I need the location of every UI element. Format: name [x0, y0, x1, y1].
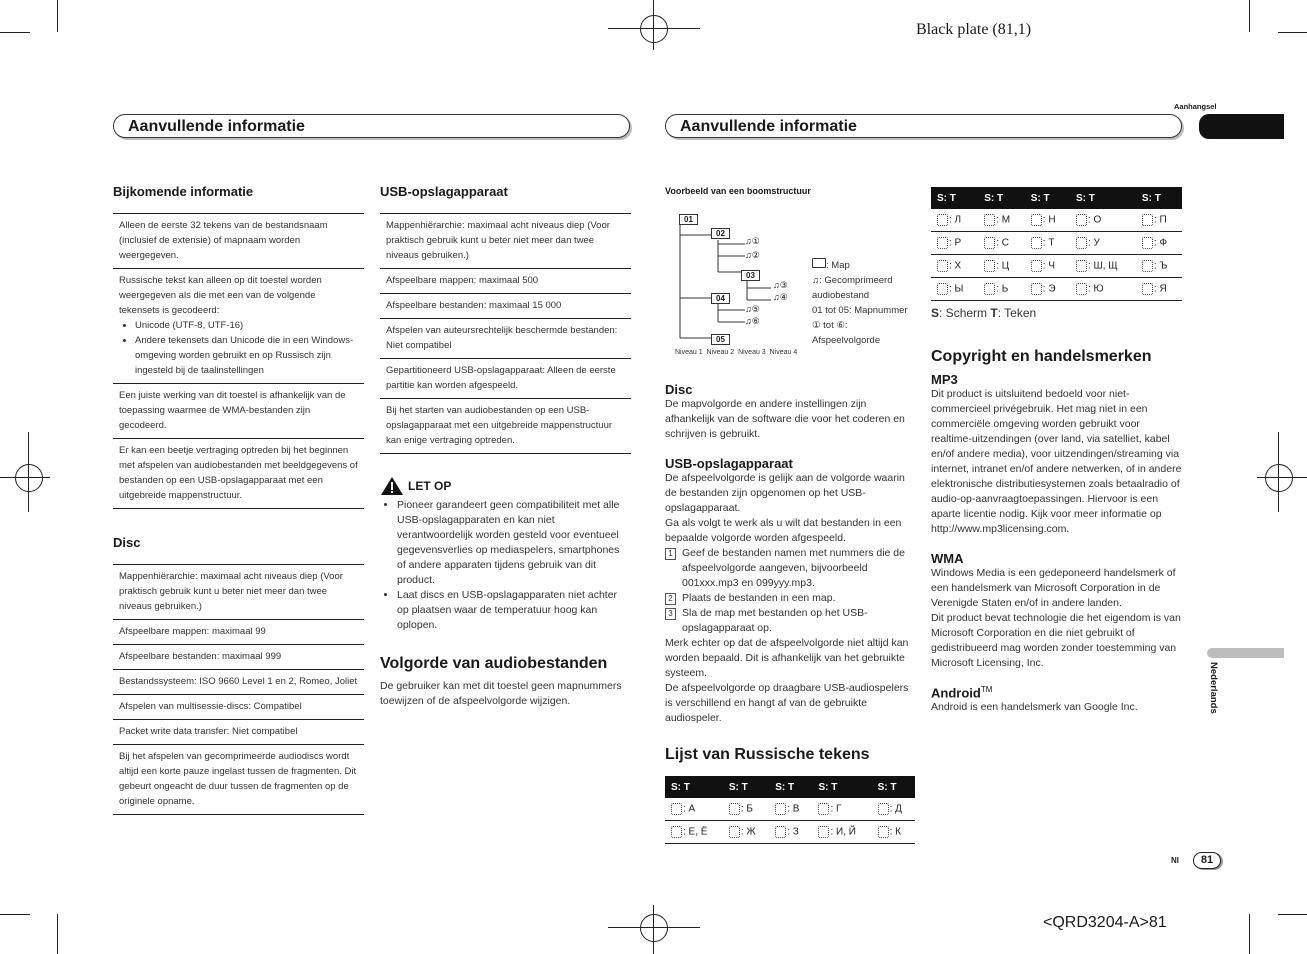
- table-row: : Р : С : Т : У : Ф: [931, 232, 1182, 255]
- volgorde-text: De gebruiker kan met dit toestel geen mapnummers toewijzen of de afspeelvolgorde wijzigen.: [380, 680, 622, 707]
- info-box: Bestandssysteem: ISO 9660 Level 1 en 2, Romeo, Joliet: [113, 670, 364, 695]
- folder-label: 02: [711, 228, 730, 239]
- file-marker: ♫①: [745, 236, 760, 246]
- tree-legend: : Map ♫: Gecomprimeerd audiobestand 01 tot 05: Mapnummer ① tot ⑥: Afspeelvolgorde: [812, 260, 908, 346]
- warning-icon: [380, 476, 404, 496]
- banner-right: Aanvullende informatie: [665, 114, 1182, 138]
- box-list: [380, 213, 631, 454]
- russian-table-2: [931, 187, 1182, 301]
- crop-mark: [653, 905, 654, 954]
- heading-disc-2: Disc: [665, 382, 693, 397]
- registration-mark: [15, 464, 43, 492]
- table-header: S: T: [931, 187, 978, 209]
- wma-text: Windows Media is een gedeponeerd handelsmerk of een handelsmerk van Microsoft Corporation in de Verenigde Staten en/of in andere landen. Dit product bevat technologie die het eigendom is van Microsoft Corporation en die niet gebruikt of gedistribueerd mag worden zonder toestemming van Microsoft Licensing, Inc.: [931, 567, 1181, 669]
- heading-disc: Disc: [113, 535, 141, 550]
- tree-title: Voorbeeld van een boomstructuur: [665, 186, 811, 196]
- heading-usb: USB-opslagapparaat: [380, 184, 508, 199]
- table-header: S: T: [723, 776, 769, 798]
- info-box: [113, 269, 364, 384]
- file-marker: ♫②: [745, 250, 760, 260]
- info-text: Russische tekst kan alleen op dit toestel worden weergegeven als die met een van de volgende tekensets is gecodeerd:: [119, 275, 322, 316]
- col1: [113, 184, 364, 815]
- table-header: S: T: [665, 776, 723, 798]
- table-row: : А : Б : В : Г : Д: [665, 798, 915, 821]
- russian-table-1: [665, 776, 915, 844]
- level-labels: Niveau 1 Niveau 2 Niveau 3 Niveau 4: [675, 349, 798, 356]
- heading-volgorde: Volgorde van audiobestanden: [380, 655, 608, 672]
- heading-bijkomende: Bijkomende informatie: [113, 184, 254, 199]
- info-box: Afspelen van auteursrechtelijk beschermde bestanden: Niet compatibel: [380, 319, 631, 359]
- usb-text: De afspeelvolgorde is gelijk aan de volgorde waarin de bestanden zijn opgenomen op het USB-opslagapparaat. Ga als volgt te werk als u wilt dat bestanden in een bepaalde volgorde worden afgespeeld. 1 Geef de bestanden namen met nummers die de afspeelvolgorde aangeven, bijvoorbeeld 001xxx.mp3 en 099yyy.mp3. 2 Plaats de bestanden in een map. 3 Sla de map met bestanden op het USB-opslagapparaat op. Merk echter op dat de afspeelvolgorde niet altijd kan worden bepaald. Dit is afhankelijk van het gebruikte systeem. De afspeelvolgorde op draagbare USB-audiospelers is verschillend en hangt af van de gebruikte audiospeler.: [665, 471, 915, 726]
- crop-mark: [1278, 914, 1307, 915]
- heading-copyright: Copyright en handelsmerken: [931, 348, 1152, 365]
- sidebar-grey-tab: [1207, 648, 1284, 658]
- col4: [931, 187, 1182, 715]
- info-box: Afspeelbare bestanden: maximaal 999: [113, 645, 364, 670]
- table-legend: S: Scherm T: Teken: [931, 306, 1037, 320]
- heading-mp3: MP3: [931, 372, 958, 387]
- info-box: Afspelen van multisessie-discs: Compatibel: [113, 695, 364, 720]
- numbered-step: 1 Geef de bestanden namen met nummers die de afspeelvolgorde aangeven, bijvoorbeeld 001xxx.mp3 en 099yyy.mp3.: [665, 546, 915, 591]
- table-header: S: T: [978, 187, 1025, 209]
- tree-diagram: [665, 196, 915, 360]
- crop-mark: [608, 927, 700, 928]
- table-row: : Л : М : Н : О : П: [931, 209, 1182, 232]
- col3: [665, 186, 915, 844]
- sidebar-black-tab: [1199, 114, 1284, 139]
- section-tag: Aanhangsel: [1174, 102, 1217, 111]
- crop-mark: [0, 914, 30, 915]
- folder-label: 05: [711, 334, 730, 345]
- file-marker: ♫④: [773, 292, 788, 302]
- tree-lines: [675, 210, 825, 360]
- heading-russisch: Lijst van Russische tekens: [665, 746, 870, 763]
- crop-mark: [1257, 477, 1307, 478]
- table-header: S: T: [769, 776, 812, 798]
- folder-label: 01: [679, 214, 698, 225]
- table-header: S: T: [1025, 187, 1070, 209]
- table-header: S: T: [872, 776, 915, 798]
- folder-icon: [812, 258, 826, 268]
- registration-mark: [1265, 464, 1293, 492]
- page-number: 81: [1193, 852, 1221, 869]
- info-box: Bij het starten van audiobestanden op een USB-opslagapparaat met een uitgebreide mappenstructuur kan enige vertraging optreden.: [380, 399, 631, 454]
- crop-mark: [608, 28, 700, 29]
- lang-code: Nl: [1171, 856, 1179, 865]
- crop-mark: [1249, 0, 1250, 32]
- info-box: Packet write data transfer: Niet compatibel: [113, 720, 364, 745]
- caution-title: LET OP: [408, 479, 452, 493]
- numbered-step: 3 Sla de map met bestanden op het USB-opslagapparaat op.: [665, 606, 915, 636]
- registration-mark: [640, 15, 668, 43]
- plate-label: Black plate (81,1): [916, 21, 1032, 38]
- table-row: : Е, Ё : Ж : З : И, Й : К: [665, 821, 915, 844]
- heading-android: Android™: [931, 685, 993, 701]
- table-header: S: T: [1070, 187, 1136, 209]
- file-marker: ♫⑥: [745, 316, 760, 326]
- box-list: [113, 564, 364, 815]
- music-note-icon: ♫: [812, 275, 820, 286]
- crop-mark: [1249, 914, 1250, 954]
- info-box: Gepartitioneerd USB-opslagapparaat: Alleen de eerste partitie kan worden afgespeeld.: [380, 359, 631, 399]
- info-box: Alleen de eerste 32 tekens van de bestandsnaam (inclusief de extensie) of mapnaam worden weergegeven.: [113, 214, 364, 269]
- disc-text: De mapvolgorde en andere instellingen zijn afhankelijk van de software die voor het coderen en schrijven is gebruikt.: [665, 398, 905, 440]
- crop-mark: [653, 0, 654, 50]
- registration-mark: [640, 914, 668, 942]
- banner-left: Aanvullende informatie: [113, 114, 630, 138]
- info-box: Mappenhiërarchie: maximaal acht niveaus diep (Voor praktisch gebruik kunt u beter niet meer dan twee niveaus gebruiken.): [380, 214, 631, 269]
- list-item: • Unicode (UTF-8, UTF-16): [135, 318, 358, 333]
- crop-mark: [1278, 32, 1307, 33]
- list-item: • Pioneer garandeert geen compatibiliteit met alle USB-opslagapparaten en kan niet verantwoordelijk worden gesteld voor eventueel gegevensverlies op mediaspelers, smartphones of andere apparaten tijdens gebruik van dit product.: [397, 498, 631, 588]
- file-marker: ♫⑤: [745, 304, 760, 314]
- crop-mark: [57, 0, 58, 32]
- table-header: S: T: [1136, 187, 1182, 209]
- footer-code: <QRD3204-A>81: [1043, 914, 1167, 931]
- col2: [380, 184, 631, 709]
- numbered-step: 2 Plaats de bestanden in een map.: [665, 591, 915, 606]
- info-box: Afspeelbare bestanden: maximaal 15 000: [380, 294, 631, 319]
- info-box: Bij het afspelen van gecomprimeerde audiodiscs wordt altijd een korte pauze ingelast tussen de fragmenten. Dit gebeurt ongeacht de duur tussen de fragmenten op de originele opname.: [113, 745, 364, 815]
- crop-mark: [0, 32, 30, 33]
- info-box: Afspeelbare mappen: maximaal 500: [380, 269, 631, 294]
- heading-usb-2: USB-opslagapparaat: [665, 456, 793, 471]
- crop-mark: [1278, 432, 1279, 512]
- crop-mark: [57, 914, 58, 954]
- list-item: • Andere tekensets dan Unicode die in een Windows-omgeving worden gebruikt en op Russisch zijn ingesteld bij de taalinstellingen: [135, 333, 358, 378]
- info-box: Er kan een beetje vertraging optreden bij het beginnen met afspelen van audiobestanden met beeldgegevens of bestanden op een USB-opslagapparaat met een uitgebreide mappenstructuur.: [113, 439, 364, 509]
- folder-label: 03: [741, 270, 760, 281]
- info-box: Mappenhiërarchie: maximaal acht niveaus diep (Voor praktisch gebruik kunt u beter niet meer dan twee niveaus gebruiken.): [113, 565, 364, 620]
- box-list: [113, 213, 364, 509]
- info-box: Afspeelbare mappen: maximaal 99: [113, 620, 364, 645]
- list-item: • Laat discs en USB-opslagapparaten niet achter op plaatsen waar de temperatuur hoog kan oplopen.: [397, 588, 631, 633]
- android-text: Android is een handelsmerk van Google Inc.: [931, 701, 1138, 714]
- language-tab: Nederlands: [1208, 662, 1219, 714]
- folder-label: 04: [711, 293, 730, 304]
- info-box: Een juiste werking van dit toestel is afhankelijk van de toepassing waarmee de WMA-bestanden zijn gecodeerd.: [113, 384, 364, 439]
- table-row: : Х : Ц : Ч : Ш, Щ : Ъ: [931, 255, 1182, 278]
- mp3-text: Dit product is uitsluitend bedoeld voor niet-commercieel privégebruik. Het mag niet in een commerciële omgeving worden gebruikt voor realtime-uitzendingen (over land, via satelliet, kabel en/of andere media), voor uitzendingen/streaming via internet, intranet en/of andere netwerken, of in andere elektronische distributiesystemen zoals betaalradio of audio-op-aanvraagtoepassingen. Hiervoor is een aparte licentie nodig. Kijk voor meer informatie op http://www.mp3licensing.com.: [931, 388, 1182, 535]
- file-marker: ♫③: [773, 280, 788, 290]
- crop-mark: [28, 432, 29, 512]
- table-row: : Ы : Ь : Э : Ю : Я: [931, 278, 1182, 301]
- caution-block: [380, 476, 631, 633]
- crop-mark: [0, 477, 50, 478]
- heading-wma: WMA: [931, 551, 964, 566]
- table-header: S: T: [812, 776, 871, 798]
